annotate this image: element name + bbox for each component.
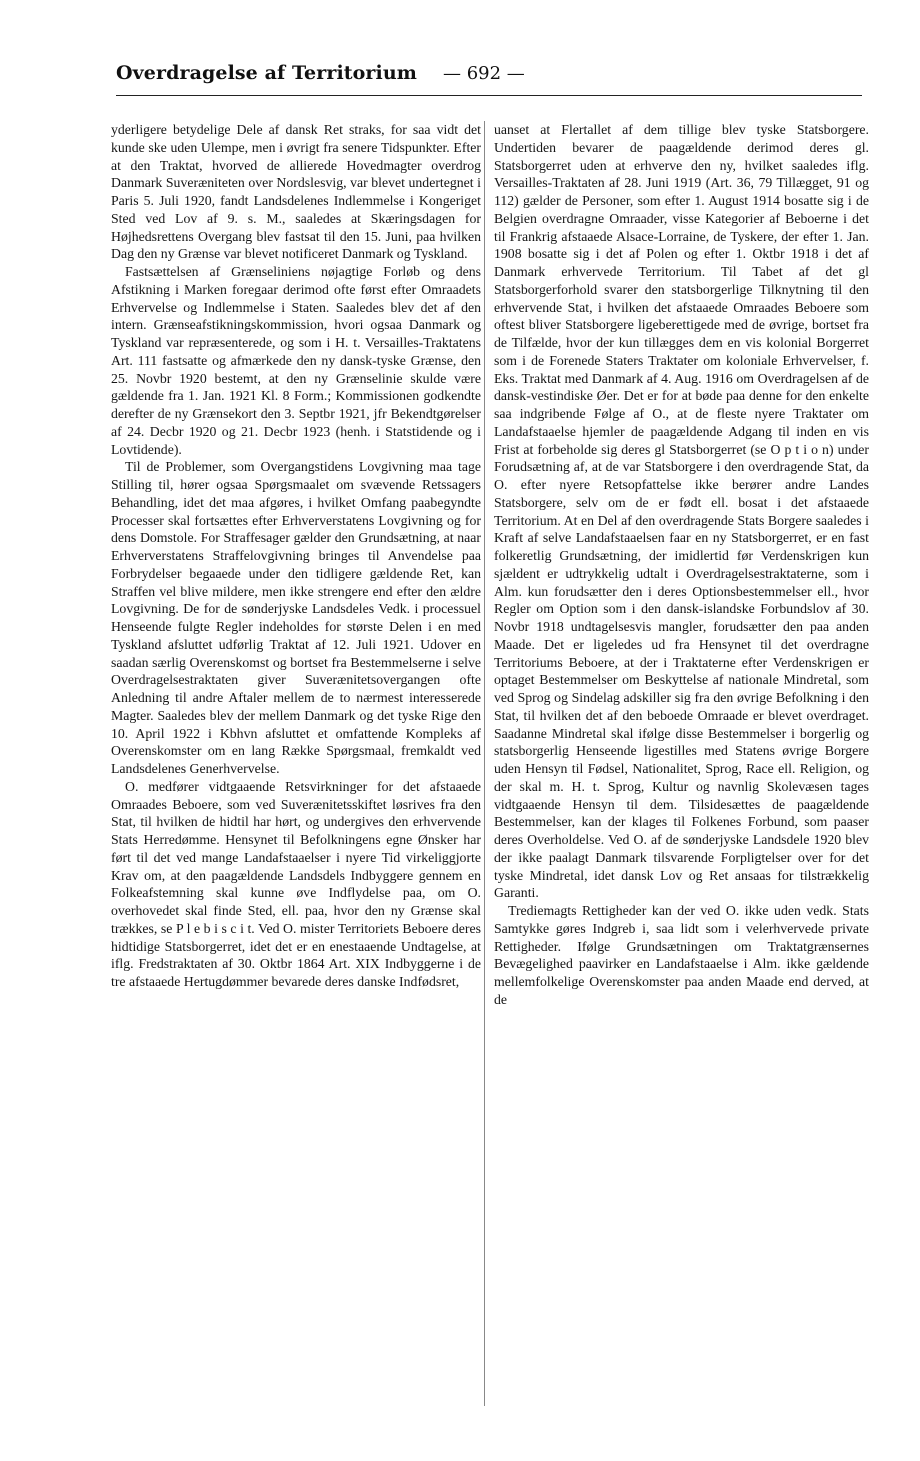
header-rule [116,95,862,96]
paragraph: uanset at Flertallet af dem tillige blev tyske Statsborgere. Undertiden bevarer de paagældende derimod deres gl. Statsborgerret uden at erhverve den ny, hvilket saaledes iflg. Versailles-Traktaten af 28. Juni 1919 (Art. 36, 79 Tillægget, 91 og 112) gælder de Personer, som efter 1. August 1914 bosatte sig i de Belgien overdragne Omraader, visse Kategorier af Beboerne i det til Frankrig afstaaede Alsace-Lorraine, de Tyskere, der efter 1. Jan. 1908 bosatte sig i det af Polen og efter 1. Oktbr 1918 i det af Danmark erhvervede Territorium. Til Tabet af det gl Statsborgerforhold svarer den statsborgerlige Tilknytning til den erhvervende Stat, i hvilken det afstaaede Omraades Beboere som oftest bliver Statsborgere ligeberettigede med de øvrige, bortset fra de Tilfælde, hvor der kun tillægges dem en vis kolonial Borgerret som i de Forenede Staters Traktater om koloniale Erhvervelser, f. Eks. Traktat med Danmark af 4. Aug. 1916 om Overdragelsen af de dansk-vestindiske Øer. Det er for at bøde paa denne for den enkelte saa indgribende Følge af O., at de fleste nyere Traktater om Landafstaaelse hjemler de paagældende Adgang til inden en vis Frist at forbeholde sig deres gl Statsborgerret (se O p t i o n) under Forudsætning af, at de var Statsborgere i den overdragende Stat, da O. efter nyere Retsopfattelse ikke berører andre Landes Statsborgere, selv om de er født ell. bosat i det afstaaede Territorium. At en Del af den overdragende Stats Borgere saaledes i Kraft af selve Landafstaaelsen faar en ny Statsborgerret, er en fast folkeretlig Grundsætning, der imidlertid før Verdenskrigen kun sjældent er udtrykkelig udtalt i Overdragelsestraktaterne, som i Alm. kun forudsætter den i deres Optionsbestemmelser ell., hvor Regler om Option som i den dansk-islandske Forbundslov af 30. Novbr 1918 undtagelsesvis mangler, forudsætter den paa anden Maade. Det er ligeledes ud fra Hensynet til det overdragne Territoriums Beboere, at der i Traktaterne efter Verdenskrigen er optaget Bestemmelser om Beskyttelse af nationale Mindretal, som ved Sprog og Sindelag adskiller sig fra den øvrige Befolkning i den Stat, til hvilken det af den beboede Omraade er blevet overdraget. Saadanne Mindretal skal ifølge disse Bestemmelser i borgerlig og statsborgerlig Henseende ligestilles med Statens øvrige Borgere uden Hensyn til Fødsel, Nationalitet, Sprog, Race ell. Religion, og der skal m. H. t. Sprog, Kultur og navnlig Skolevæsen tages vidtgaaende Hensyn til dem. Tilsidesættes de paagældende Bestemmelser, kan der klages til Folkenes Forbund, som paaser deres Overholdelse. Ved O. af de sønderjyske Landsdele 1920 blev der ikke paalagt Danmark tilsvarende Forpligtelser over for det tyske Mindretal, idet dansk Lov og Ret ansaas for tilstrækkelig Garanti. [494,122,869,901]
page-header [116,62,862,94]
page-title: Overdragelse af Territorium [116,62,417,84]
right-column [494,121,869,1416]
paragraph: Til de Problemer, som Overgangstidens Lovgivning maa tage Stilling til, hører ogsaa Spørgsmaalet om svævende Retssagers Behandling, idet det maa afgøres, i hvilket Omfang paabegyndte Processer skal fortsættes efter Erhververstatens Lovgivning og for dens Domstole. For Straffesager gælder den Grundsætning, at naar Erhververstatens Straffelovgivning bringes til Anvendelse paa Forbrydelser begaaede under den tidligere gældende Ret, kan Straffen vel blive mildere, men ikke strengere end efter den ældre Lovgivning. De for de sønderjyske Landsdeles Vedk. i processuel Henseende fulgte Regler indeholdes for største Delen i en med Tyskland afsluttet udførlig Traktat af 12. Juli 1921. Udover en saadan særlig Overenskomst og bortset fra Bestemmelserne i selve Overdragelsestraktaten giver Suverænitetsovergangen ofte Anledning til andre Aftaler mellem de to nærmest interesserede Magter. Saaledes blev der mellem Danmark og det tyske Rige den 10. April 1922 i Kbhvn afsluttet et omfattende Kompleks af Overenskomster om en lang Række Spørgsmaal, fremkaldt ved Landsdelenes Generhvervelse. [111,459,481,776]
paragraph: Fastsættelsen af Grænseliniens nøjagtige Forløb og dens Afstikning i Marken foregaar derimod ofte først efter Omraadets Erhvervelse og Indlemmelse i Staten. Saaledes blev det af den intern. Grænseafstikningskommission, hvori ogsaa Danmark og Tyskland var repræsenterede, og som i H. t. Versailles-Traktatens Art. 111 fastsatte og afmærkede den ny dansk-tyske Grænse, den 25. Novbr 1920 bestemt, at den ny Grænselinie skulde være gældende fra 1. Jan. 1921 Kl. 8 Form.; Kommissionen godkendte derefter de ny Grænsekort den 3. Septbr 1921, jfr Bekendtgørelser af 24. Decbr 1920 og 21. Decbr 1923 (henh. i Statstidende og i Lovtidende). [111,264,481,457]
page-number: — 692 — [443,63,525,84]
paragraph: Trediemagts Rettigheder kan der ved O. ikke uden vedk. Stats Samtykke gøres Indgreb i, saa lidt som i velerhvervede private Rettigheder. Ifølge Grundsætningen om Traktatgrænsernes Bevægelighed paavirker en Landafstaaelse i Alm. ikke gældende mellemfolkelige Overenskomster paa anden Maade end derved, at de [494,903,869,1007]
paragraph: yderligere betydelige Dele af dansk Ret straks, for saa vidt det kunde ske uden Ulempe, men i øvrigt fra senere Tidspunkter. Efter at den Traktat, hvorved de allierede Hovedmagter overdrog Danmark Suveræniteten over Nordslesvig, var blevet undertegnet i Paris 5. Juli 1920, fandt Landsdelenes Indlemmelse i Kongeriget Sted ved Lov af 9. s. M., saaledes at Skæringsdagen for Højhedsrettens Overgang blev fastsat til den 15. Juni, paa hvilken Dag den ny Grænse var blevet notificeret Danmark og Tyskland. [111,122,481,262]
left-column [111,121,481,1416]
column-divider [484,121,485,1406]
paragraph: O. medfører vidtgaaende Retsvirkninger for det afstaaede Omraades Beboere, som ved Suverænitetsskiftet løsrives fra den Stat, til hvilken de hidtil har hørt, og undergives den erhvervende Stats Herredømme. Hensynet til Befolkningens egne Ønsker har ført til det ved mange Landafstaaelser i nyere Tid virkeliggjorte Krav om, at den paagældende Landsdels Indbyggere gennem en Folkeafstemning skal kunne øve Indflydelse paa, om O. overhovedet skal finde Sted, ell. paa, hvor den ny Grænse skal trækkes, se P l e b i s c i t. Ved O. mister Territoriets Beboere deres hidtidige Statsborgerret, idet det er en enestaaende Undtagelse, at iflg. Fredstraktaten af 30. Oktbr 1864 Art. XIX Indbyggerne i de tre afstaaede Hertugdømmer bevarede deres danske Indfødsret, [111,778,481,989]
